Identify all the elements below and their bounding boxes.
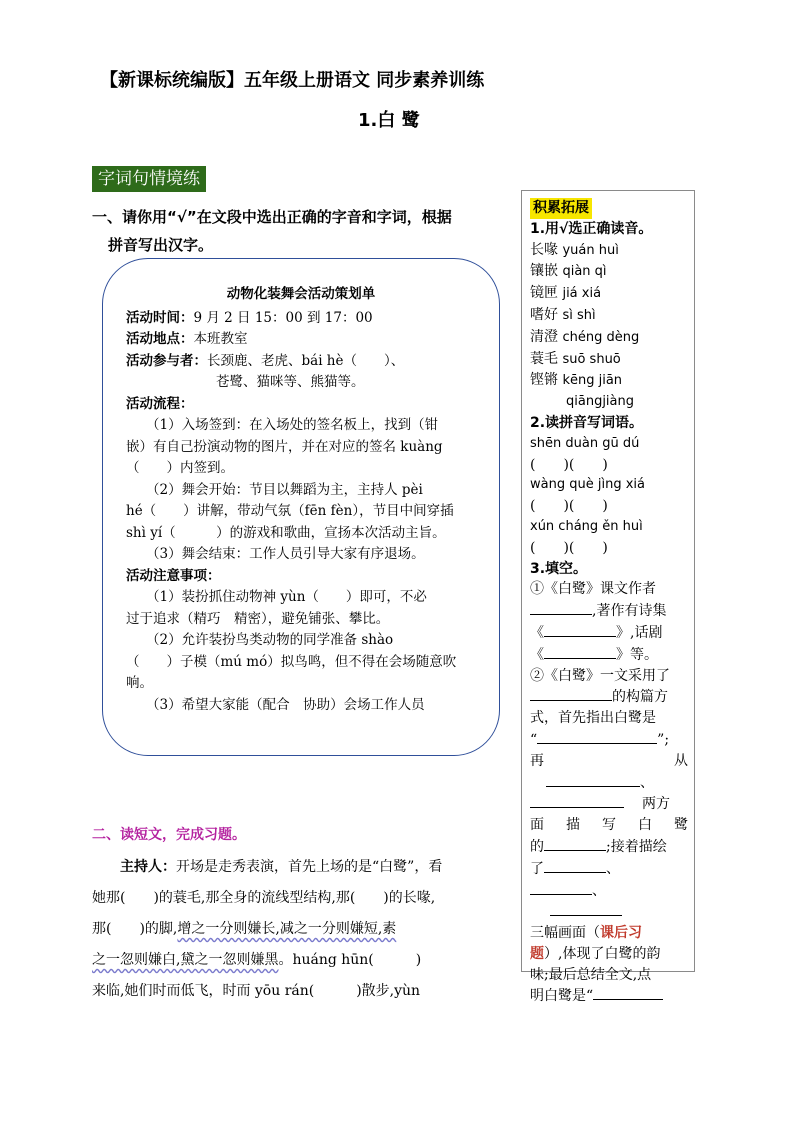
- participants-label: 活动参与者：: [126, 352, 207, 369]
- blank-line: [530, 880, 592, 895]
- document-header: 【新课标统编版】五年级上册语文 同步素养训练: [100, 70, 485, 91]
- note-2b: （ ）子模（mú mó）拟鸟鸣，但不得在会场随意吹响。: [126, 653, 457, 691]
- blank-line: [537, 729, 657, 744]
- passage-line-4a: 之一忽则嫌白,黛之一忽则嫌黑: [92, 952, 279, 968]
- blank-line: [544, 644, 616, 659]
- blank-line: [544, 858, 606, 873]
- blank-line: [530, 686, 612, 701]
- fill-1: ①《白鹭》课文作者: [530, 581, 656, 598]
- passage-line-3a: 那( )的脚,: [92, 921, 178, 937]
- blank-line: [546, 772, 640, 787]
- pinyin-row: xún cháng ěn huì: [530, 518, 643, 534]
- pronunciation-item: 蓑毛 suō shuō: [530, 350, 621, 367]
- fill-2-text: 面描写白鹭: [530, 817, 688, 834]
- flow-step-1a: （1）入场签到：在入场处的签名板上，找到（钳: [146, 417, 439, 433]
- flow-label: 活动流程：: [126, 395, 194, 412]
- blank-line: [530, 600, 592, 615]
- passage-line-5: 来临,她们时而低飞，时而 yōu rán( )散步,yùn: [92, 983, 421, 999]
- fill-2-text: 式，首先指出白鹭是: [530, 710, 656, 727]
- passage-line-3b: 增之一分则嫌长,减之一分则嫌短,素: [177, 921, 397, 937]
- fill-2: ②《白鹭》一文采用了: [530, 667, 670, 684]
- pronunciation-item: 镜匣 jiá xiá: [530, 285, 602, 302]
- question-2: 二、读短文，完成习题。: [92, 827, 246, 843]
- blank-line: [544, 836, 606, 851]
- flow-step-3: （3）舞会结束：工作人员引导大家有序退场。: [146, 546, 425, 562]
- note-3: （3）希望大家能（配合 协助）会场工作人员: [146, 696, 425, 713]
- pinyin-row: shēn duàn gū dú: [530, 435, 640, 451]
- pronunciation-item-extra: qiāngjiàng: [566, 394, 635, 410]
- sidebar-heading-1: 1.用√选正确读音。: [530, 220, 653, 237]
- pronunciation-item: 铿锵 kēng jiān: [530, 372, 623, 389]
- flow-step-1b: 嵌）有自己扮演动物的图片，并在对应的签名 kuàng（ ）内签到。: [126, 438, 443, 476]
- sidebar-heading-3: 3.填空。: [530, 560, 588, 577]
- place-label: 活动地点：: [126, 331, 194, 347]
- question-1: [92, 203, 512, 259]
- reading-passage: [92, 852, 518, 1007]
- sidebar-tag: 积累拓展: [530, 198, 592, 219]
- note-1a: （1）装扮抓住动物神 yùn（ ）即可，不必: [146, 589, 427, 605]
- participants-value: 长颈鹿、老虎、bái hè（ ）、: [207, 352, 405, 369]
- passage-line-4b: 。huáng hūn( ): [278, 952, 422, 968]
- pronunciation-item: 长喙 yuán huì: [530, 241, 619, 258]
- blank-line: [530, 793, 624, 808]
- blank-line: [544, 622, 616, 637]
- sidebar-heading-2: 2.读拼音写词语。: [530, 414, 644, 431]
- participants-value-2: 苍鹭、猫咪等、熊猫等。: [216, 374, 365, 390]
- flow-step-2b: hé（ ）讲解，带动气氛（fēn fèn），节目中间穿插 shì yí（ ）的游戏和歌曲，宣扬本次活动主旨。: [126, 503, 454, 541]
- sidebar-extension: 积累拓展 1.用√选正确读音。 长喙 yuán huì 镶嵌 qiàn qì 镜匣 jiá xiá 嗜好 sì shì 清澄 chéng dèng 蓑毛 suō shuō 铿锵 kēng jiān qiāngjiàng 2.读拼音写词语。 shēn duàn gū dú ( )( ) wàng què jìng xiá ( )( ) xún cháng ěn huì ( )( ) 3.填空。 ①《白鹭》课文作者 ,著作有诗集 《 》,话剧 《 》等。 ②《白鹭》一文采用了 的构篇方 式，首先指出白鹭是 “ ”; 再从 、 两方 面描写白鹭 的 ;接着描绘 了 、 、 三幅画面（课后习 题）,体现了白鹭的韵 味;最后总结全文,点 明白鹭是“: [530, 200, 688, 1005]
- question-1-line2: 拼音写出汉字。: [108, 236, 214, 254]
- speaker-label: 主持人：: [120, 859, 176, 875]
- activity-plan: [126, 284, 476, 716]
- flow-step-2a: （2）舞会开始：节目以舞蹈为主，主持人 pèi: [146, 481, 423, 498]
- place-value: 本班教室: [193, 331, 248, 347]
- answer-parens: ( )( ): [530, 539, 608, 556]
- pronunciation-item: 镶嵌 qiàn qì: [530, 263, 607, 280]
- notes-label: 活动注意事项：: [126, 567, 221, 584]
- time-value: 9 月 2 日 15：00 到 17：00: [193, 309, 373, 326]
- pronunciation-item: 清澄 chéng dèng: [530, 328, 640, 345]
- note-1b: 过于追求（精巧 精密），避免铺张、攀比。: [126, 610, 390, 627]
- blank-line: [593, 985, 663, 1000]
- question-1-line1: 一、请你用“√”在文段中选出正确的字音和字词，根据: [92, 208, 452, 226]
- blank-line: [550, 901, 622, 916]
- pinyin-row: wàng què jìng xiá: [530, 477, 645, 493]
- answer-parens: ( )( ): [530, 498, 608, 515]
- answer-parens: ( )( ): [530, 456, 608, 473]
- passage-line-2: 她那( )的蓑毛,那全身的流线型结构,那( )的长喙,: [92, 890, 436, 906]
- pronunciation-item: 嗜好 sì shì: [530, 306, 596, 323]
- plan-title: 动物化装舞会活动策划单: [226, 286, 376, 302]
- note-2a: （2）允许装扮鸟类动物的同学准备 shào: [146, 632, 394, 648]
- time-label: 活动时间：: [126, 309, 194, 326]
- fill-2-text: 味;最后总结全文,点: [530, 966, 652, 983]
- section-tag: 字词句情境练: [92, 166, 206, 192]
- passage-line-1: 开场是走秀表演，首先上场的是“白鹭”，看: [176, 859, 443, 875]
- lesson-title: 1.白 鹭: [358, 110, 420, 131]
